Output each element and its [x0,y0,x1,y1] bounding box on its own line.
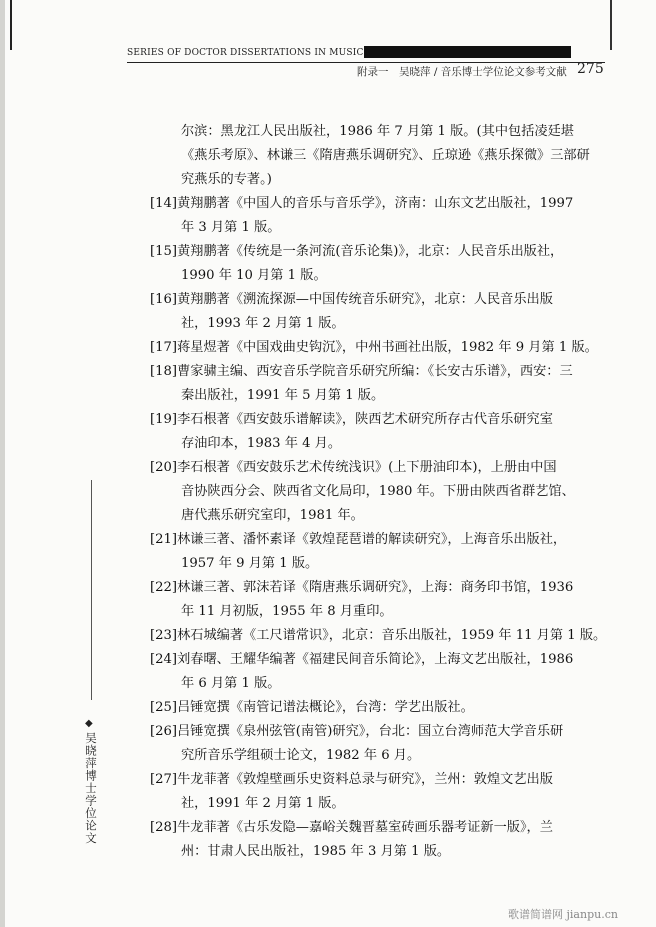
reference-line: [22]林谦三著、郭沫若译《隋唐燕乐调研究》，上海：商务印书馆，1936 [150,580,574,595]
reference-line: 州：甘肃人民出版社，1985 年 3 月第 1 版。 [181,844,451,859]
sidebar-rule [91,480,92,700]
reference-line: 年 3 月第 1 版。 [181,220,281,235]
right-margin-rule [610,0,612,50]
reference-line: 存油印本，1983 年 4 月。 [181,436,342,451]
reference-line: [28]牛龙菲著《古乐发隐—嘉峪关魏晋墓室砖画乐器考证新一版》，兰 [150,820,553,835]
reference-line: 年 6 月第 1 版。 [181,676,281,691]
reference-line: 社，1991 年 2 月第 1 版。 [181,796,345,811]
sidebar-title: 吴晓萍博士学位论文 [84,732,98,845]
reference-line: [21]林谦三著、潘怀素译《敦煌琵琶谱的解读研究》，上海音乐出版社， [150,532,567,547]
reference-line: 秦出版社，1991 年 5 月第 1 版。 [181,388,385,403]
scan-edge [0,0,5,927]
reference-line: [24]刘春曙、王耀华编著《福建民间音乐简论》，上海文艺出版社，1986 [150,652,574,667]
reference-line: 尔滨：黑龙江人民出版社，1986 年 7 月第 1 版。(其中包括凌廷堪 [181,124,574,139]
watermark: 歌谱简谱网 jianpu.cn [508,908,618,921]
reference-line: [19]李石根著《西安鼓乐谱解读》，陕西艺术研究所存古代音乐研究室 [150,412,553,427]
reference-line: 年 11 月初版，1955 年 8 月重印。 [181,604,393,619]
reference-line: [25]吕锤宽撰《南管记谱法概论》，台湾：学艺出版社。 [150,700,474,715]
reference-line: [26]吕锤宽撰《泉州弦管(南管)研究》，台北：国立台湾师范大学音乐研 [150,724,564,739]
reference-line: 音协陕西分会、陕西省文化局印，1980 年。下册由陕西省群艺馆、 [181,484,575,499]
reference-line: [16]黄翔鹏著《溯流探源—中国传统音乐研究》，北京：人民音乐出版 [150,292,553,307]
reference-line: 唐代燕乐研究室印，1981 年。 [181,508,364,523]
reference-line: [20]李石根著《西安鼓乐艺术传统浅识》(上下册油印本)，上册由中国 [150,460,557,475]
reference-line: [23]林石城编著《工尺谱常识》，北京：音乐出版社，1959 年 11 月第 1 版。 [150,628,607,643]
header-rule [127,62,605,63]
page-number: 275 [577,61,604,77]
series-title: SERIES OF DOCTOR DISSERTATIONS IN MUSIC [127,48,364,58]
reference-line: [27]牛龙菲著《敦煌壁画乐史资料总录与研究》，兰州：敦煌文艺出版 [150,772,553,787]
reference-line: [14]黄翔鹏著《中国人的音乐与音乐学》，济南：山东文艺出版社，1997 [150,196,574,211]
reference-line: 社，1993 年 2 月第 1 版。 [181,316,345,331]
header-subtitle: 附录一 吴晓萍 / 音乐博士学位论文参考文献 [357,66,567,78]
reference-line: 《燕乐考原》、林谦三《隋唐燕乐调研究》、丘琼逊《燕乐探微》三部研 [181,148,590,163]
reference-line: [15]黄翔鹏著《传统是一条河流(音乐论集)》，北京：人民音乐出版社， [150,244,564,259]
diamond-icon: ◆ [85,718,93,729]
reference-line: [17]蒋星煜著《中国戏曲史钩沉》，中州书画社出版，1982 年 9 月第 1 版。 [150,340,598,355]
header-black-bar [364,46,571,58]
reference-line: [18]曹家骕主编、西安音乐学院音乐研究所编：《长安古乐谱》，西安：三 [150,364,573,379]
reference-list [150,120,620,864]
left-margin-rule [10,0,12,50]
reference-line: 究所音乐学组硕士论文，1982 年 6 月。 [181,748,421,763]
reference-line: 1990 年 10 月第 1 版。 [181,268,327,283]
reference-line: 究燕乐的专著。) [181,172,272,187]
reference-line: 1957 年 9 月第 1 版。 [181,556,319,571]
